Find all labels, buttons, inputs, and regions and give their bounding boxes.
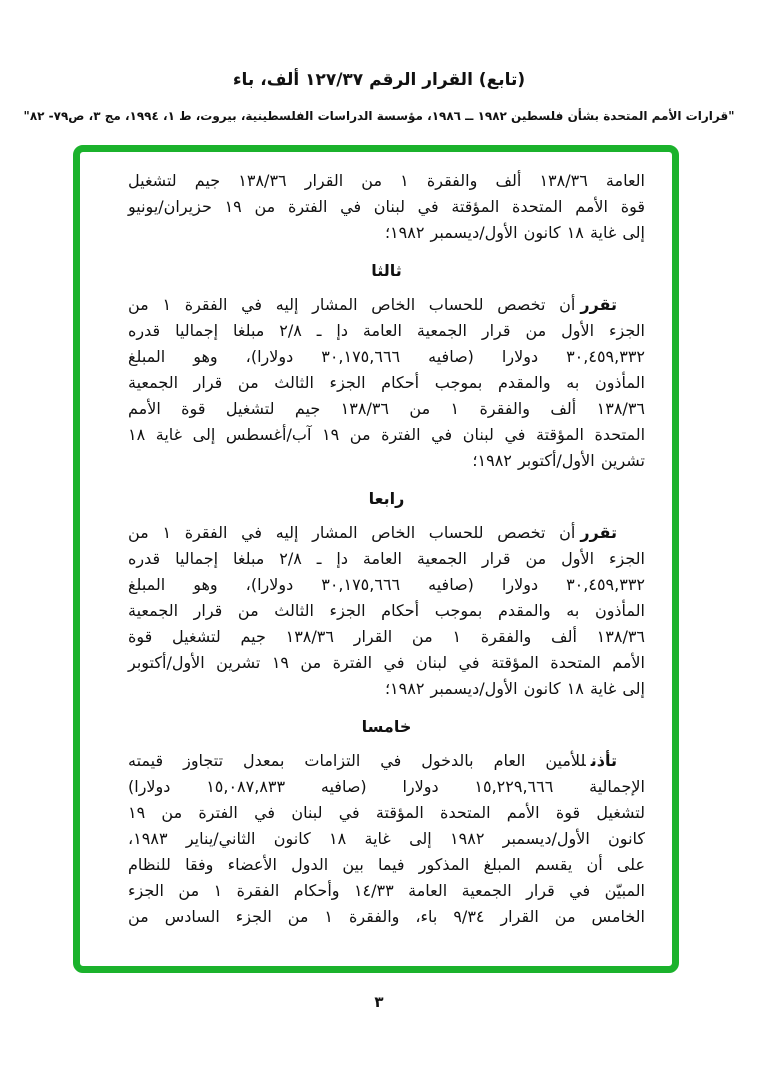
text-line: تشرين الأول/أكتوبر ١٩٨٢؛ (472, 451, 645, 470)
text-line: الإجمالية ١٥,٢٢٩,٦٦٦ دولارا (صافيه ١٥,٠٨٧,٨٣٣ دولارا) (128, 777, 645, 796)
section-heading: خامسا (361, 717, 412, 736)
text-line: ١٣٨/٣٦ ألف والفقرة ١ من القرار ١٣٨/٣٦ جيم لتشغيل قوة (128, 627, 646, 646)
lead-word: تأذن (590, 751, 617, 770)
line-rest: للأمين العام بالدخول في التزامات بمعدل تتجاوز قيمته (128, 751, 586, 770)
body-text (128, 168, 645, 930)
text-line: ٣٠,٤٥٩,٣٣٢ دولارا (صافيه ٣٠,١٧٥,٦٦٦ دولارا)، وهو المبلغ (128, 575, 645, 594)
resolution-title: (تابع) القرار الرقم ١٢٧/٣٧ ألف، باء (232, 70, 526, 90)
text-line (128, 292, 645, 318)
text-line: ٣٠,٤٥٩,٣٣٢ دولارا (صافيه ٣٠,١٧٥,٦٦٦ دولارا)، وهو المبلغ (128, 347, 645, 366)
line-rest: أن تخصص للحساب الخاص المشار إليه في الفقرة ١ من (128, 295, 576, 314)
section-fourth (128, 486, 645, 702)
text-line: المأذون به والمقدم بموجب أحكام الجزء الثالث من قرار الجمعية (128, 373, 645, 392)
section-third (128, 258, 645, 474)
source-citation: "قرارات الأمم المتحدة بشأن فلسطين ١٩٨٢ ــ ١٩٨٦، مؤسسة الدراسات الفلسطينية، بيروت، ط ١، ١٩٩٤، مج ٣، ص٧٩- ٨٢" (23, 109, 735, 123)
lead-word: تقرر (580, 295, 618, 314)
text-line: الأمم المتحدة المؤقتة في لبنان في الفترة من ١٩ تشرين الأول/أكتوبر (128, 653, 646, 672)
text-line: العامة ١٣٨/٣٦ ألف والفقرة ١ من القرار ١٣٨/٣٦ جيم لتشغيل (128, 171, 645, 190)
text-line: الجزء الأول من قرار الجمعية العامة دإ ـ ٢/٨ مبلغا إجماليا قدره (128, 549, 645, 568)
text-line: إلى غاية ١٨ كانون الأول/ديسمبر ١٩٨٢؛ (384, 679, 645, 698)
text-line: ١٣٨/٣٦ ألف والفقرة ١ من ١٣٨/٣٦ جيم لتشغيل قوة الأمم (128, 399, 645, 418)
text-line: الخامس من القرار ٩/٣٤ باء، والفقرة ١ من الجزء السادس من (128, 907, 646, 926)
section-fifth (128, 714, 645, 930)
text-line: إلى غاية ١٨ كانون الأول/ديسمبر ١٩٨٢؛ (384, 223, 645, 242)
text-line: المبيّن في قرار الجمعية العامة ١٤/٣٣ وأحكام الفقرة ١ من الجزء (128, 881, 646, 900)
text-line: المتحدة المؤقتة في لبنان في الفترة من ١٩ آب/أغسطس إلى غاية ١٨ (128, 425, 646, 444)
text-line: كانون الأول/ديسمبر ١٩٨٢ إلى غاية ١٨ كانون الثاني/يناير ١٩٨٣، (128, 829, 646, 848)
text-line (128, 520, 645, 546)
lead-word: تقرر (580, 523, 618, 542)
text-line: المأذون به والمقدم بموجب أحكام الجزء الثالث من قرار الجمعية (128, 601, 645, 620)
page-number: ٣ (374, 993, 384, 1011)
text-line (128, 748, 645, 774)
text-line: لتشغيل قوة الأمم المتحدة المؤقتة في لبنان في الفترة من ١٩ (128, 803, 645, 822)
text-line: قوة الأمم المتحدة المؤقتة في لبنان في الفترة من ١٩ حزيران/يونيو (128, 197, 646, 216)
text-line: الجزء الأول من قرار الجمعية العامة دإ ـ ٢/٨ مبلغا إجماليا قدره (128, 321, 645, 340)
section-heading: ثالثا (371, 261, 402, 280)
line-rest: أن تخصص للحساب الخاص المشار إليه في الفقرة ١ من (128, 523, 576, 542)
text-line: على أن يقسم المبلغ المذكور فيما بين الدول الأعضاء وفقا للنظام (128, 855, 645, 874)
intro-paragraph (128, 168, 645, 246)
section-heading: رابعا (368, 489, 405, 508)
